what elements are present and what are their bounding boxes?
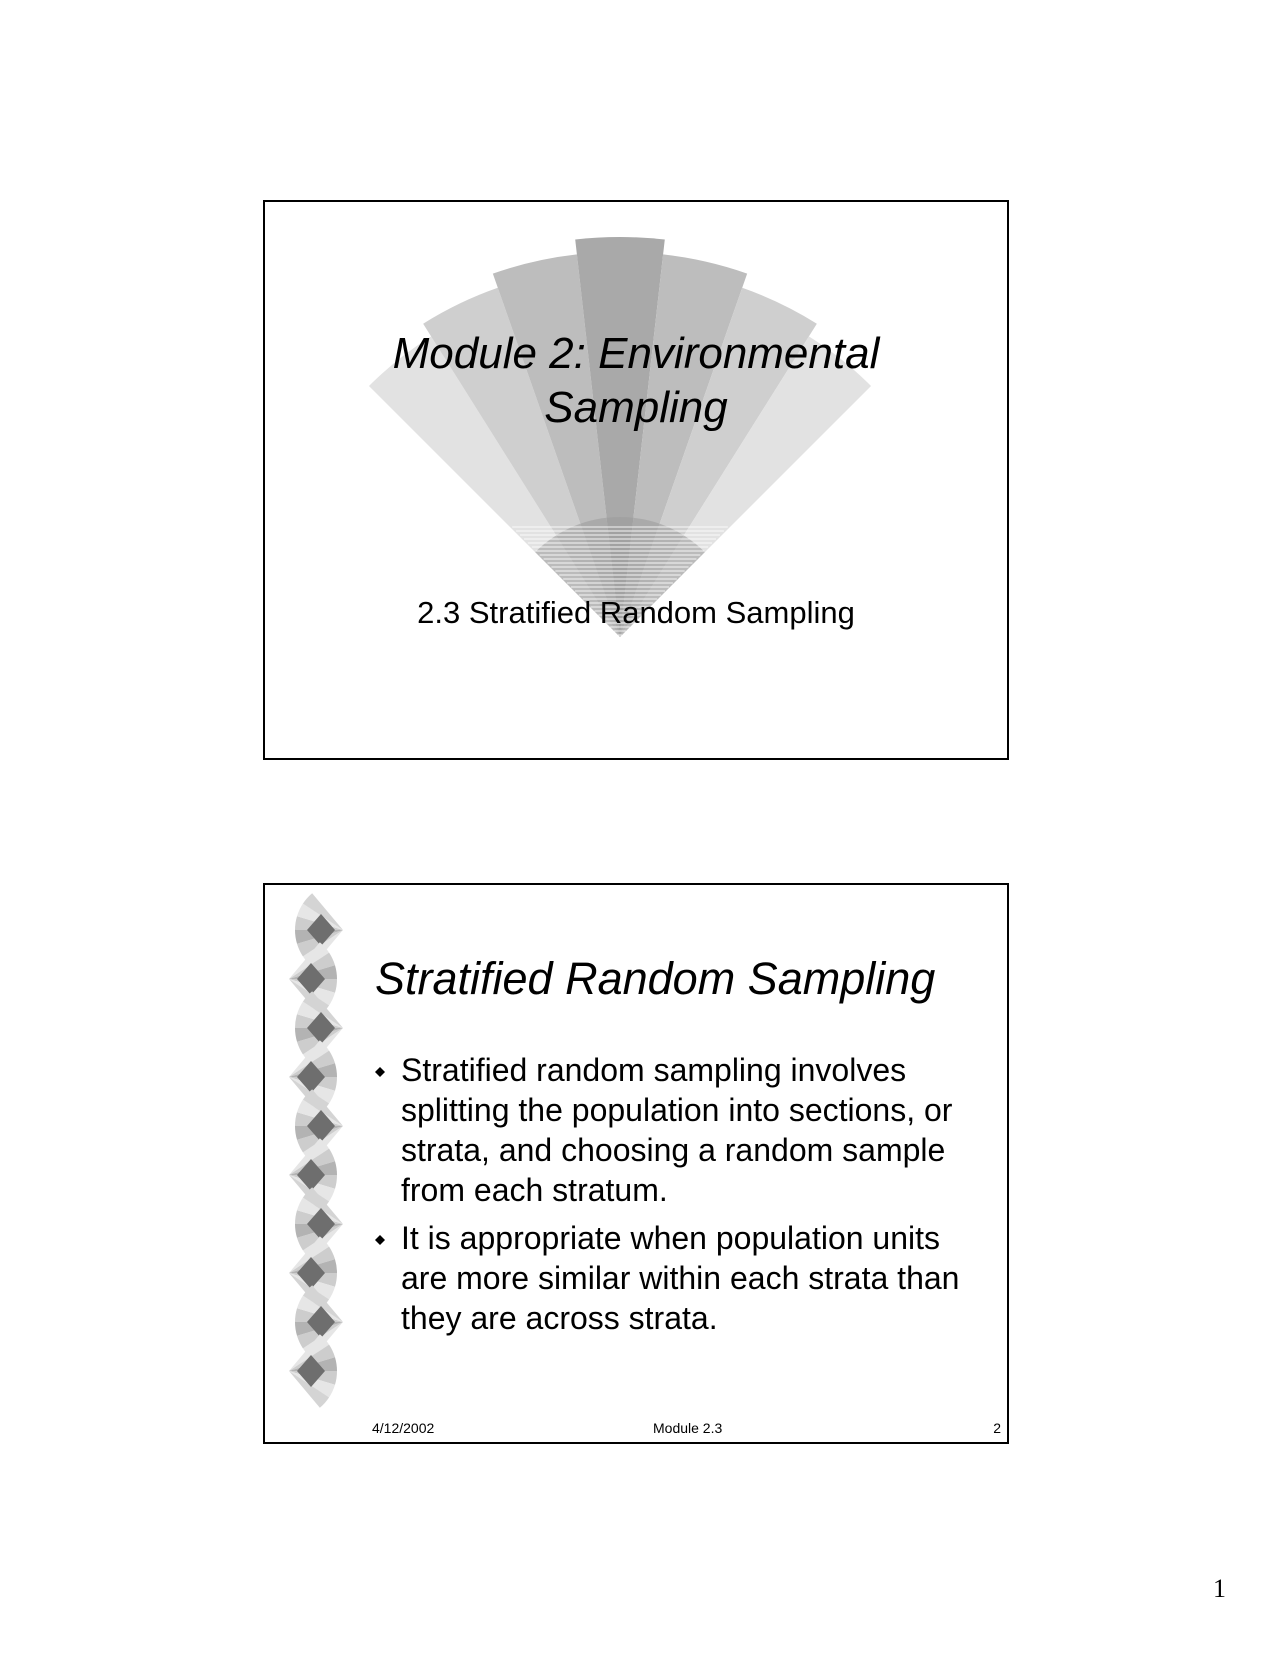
diamond-bullet-icon [375, 1067, 385, 1077]
bullet-text: Stratified random sampling involves splitting the population into sections, or strata, and choosing a random sample from each stratum. [401, 1052, 953, 1208]
slide-1 [263, 200, 1009, 760]
bullet-item [375, 1050, 995, 1210]
bullet-list [375, 1050, 995, 1346]
slide-1-subtitle: 2.3 Stratified Random Sampling [417, 595, 855, 630]
side-fan [289, 1334, 337, 1408]
slide-1-title-line-1: Module 2: Environmental [392, 329, 880, 378]
footer-slide-number: 2 [993, 1420, 1001, 1436]
slide-2-title: Stratified Random Sampling [375, 953, 936, 1004]
page-number: 1 [1213, 1574, 1226, 1603]
slide-1-title-line-2: Sampling [544, 383, 728, 432]
footer-module: Module 2.3 [653, 1420, 723, 1436]
slide-2 [263, 883, 1009, 1444]
bullet-text: It is appropriate when population units are more similar within each strata than they are across strata. [401, 1220, 960, 1336]
footer-date: 4/12/2002 [372, 1420, 435, 1436]
side-fan-decoration [265, 885, 365, 1442]
diamond-bullet-icon [375, 1235, 385, 1245]
slide-1-title [265, 327, 1007, 435]
fan-graphic [265, 202, 1007, 758]
bullet-item [375, 1218, 995, 1338]
